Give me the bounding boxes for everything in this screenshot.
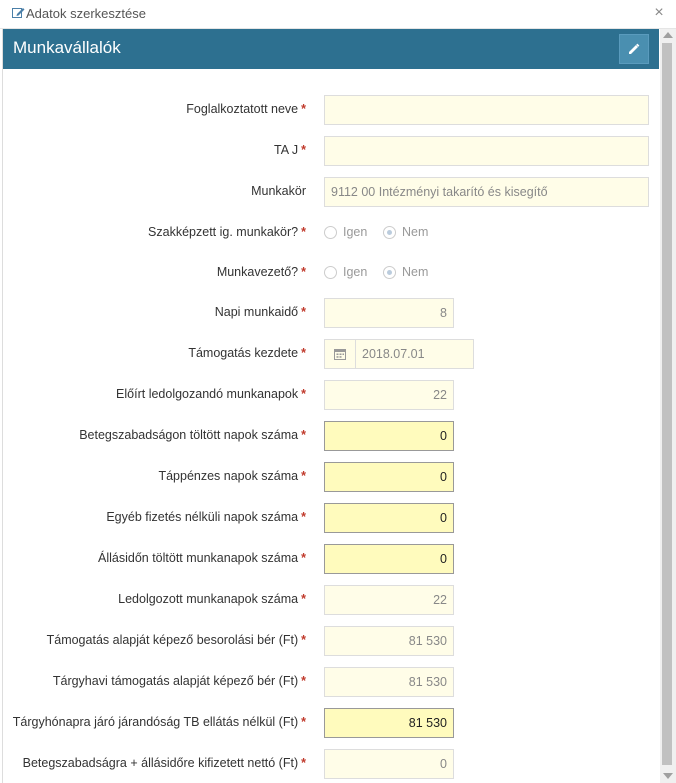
row-support-start: [3, 339, 659, 369]
scroll-down-icon[interactable]: [663, 773, 673, 779]
row-planned-days: [3, 380, 659, 410]
daily-hours-field[interactable]: 8: [324, 298, 454, 328]
net-paid-field[interactable]: 0: [324, 749, 454, 779]
row-month-due: [3, 708, 659, 738]
unpaid-days-field[interactable]: 0: [324, 503, 454, 533]
row-base-salary: [3, 626, 659, 656]
label-month-due: Tárgyhónapra járó járandóság TB ellátás nélkül (Ft) *: [12, 715, 306, 729]
row-sick-pay-days: [3, 462, 659, 492]
row-leader: [3, 258, 659, 288]
leader-yes-radio[interactable]: [324, 266, 337, 279]
standby-days-field[interactable]: 0: [324, 544, 454, 574]
vertical-scrollbar[interactable]: [660, 29, 676, 783]
month-base-field[interactable]: 81 530: [324, 667, 454, 697]
skilled-yes-radio[interactable]: [324, 226, 337, 239]
leader-no-label: Nem: [402, 265, 429, 279]
row-net-paid: [3, 749, 659, 779]
label-sick-pay-days: Táppénzes napok száma *: [158, 469, 306, 483]
base-salary-field[interactable]: 81 530: [324, 626, 454, 656]
panel-title: Munkavállalók: [13, 38, 121, 57]
label-name: Foglalkoztatott neve *: [186, 102, 306, 116]
label-leader: Munkavezető? *: [216, 265, 306, 279]
row-taj: [3, 136, 659, 166]
sick-leave-days-field[interactable]: 0: [324, 421, 454, 451]
scrollbar-thumb[interactable]: [662, 43, 672, 765]
name-field[interactable]: [324, 95, 649, 125]
edit-button[interactable]: [619, 34, 649, 64]
skilled-no-radio[interactable]: [383, 226, 396, 239]
worked-days-field[interactable]: 22: [324, 585, 454, 615]
skilled-yes-label: Igen: [343, 225, 368, 239]
leader-yes-label: Igen: [343, 265, 368, 279]
row-name: [3, 95, 659, 125]
row-job: [3, 177, 659, 207]
leader-no-radio[interactable]: [383, 266, 396, 279]
taj-field[interactable]: [324, 136, 649, 166]
row-standby-days: [3, 544, 659, 574]
dialog-title: Adatok szerkesztése: [26, 6, 146, 21]
row-daily-hours: [3, 298, 659, 328]
label-sick-leave-days: Betegszabadságon töltött napok száma *: [79, 428, 306, 442]
label-job: Munkakör: [251, 184, 306, 198]
label-support-start: Támogatás kezdete *: [188, 346, 306, 360]
job-field[interactable]: 9112 00 Intézményi takarító és kisegítő: [324, 177, 649, 207]
row-worked-days: [3, 585, 659, 615]
support-start-value: 2018.07.01: [362, 347, 425, 361]
row-unpaid-days: [3, 503, 659, 533]
dialog-titlebar: [0, 0, 676, 29]
close-icon[interactable]: ×: [654, 4, 664, 21]
edit-icon: [12, 6, 25, 19]
label-standby-days: Állásidőn töltött munkanapok száma *: [98, 551, 306, 565]
label-unpaid-days: Egyéb fizetés nélküli napok száma *: [106, 510, 306, 524]
row-month-base: [3, 667, 659, 697]
form-container: [2, 29, 659, 783]
scroll-up-icon[interactable]: [663, 32, 673, 38]
row-sick-leave-days: [3, 421, 659, 451]
skilled-no-label: Nem: [402, 225, 429, 239]
label-base-salary: Támogatás alapját képező besorolási bér (Ft) *: [46, 633, 306, 647]
month-due-field[interactable]: 81 530: [324, 708, 454, 738]
panel-header: [3, 29, 659, 69]
label-net-paid: Betegszabadságra + állásidőre kifizetett nettó (Ft) *: [22, 756, 306, 770]
planned-days-field[interactable]: 22: [324, 380, 454, 410]
pencil-icon: [628, 43, 640, 55]
label-planned-days: Előírt ledolgozandó munkanapok *: [116, 387, 306, 401]
label-skilled: Szakképzett ig. munkakör? *: [148, 225, 306, 239]
label-daily-hours: Napi munkaidő *: [214, 305, 306, 319]
label-taj: TA J *: [274, 143, 306, 157]
row-skilled: [3, 218, 659, 248]
sick-pay-days-field[interactable]: 0: [324, 462, 454, 492]
label-month-base: Tárgyhavi támogatás alapját képező bér (Ft) *: [52, 674, 306, 688]
support-start-field[interactable]: [324, 339, 474, 369]
calendar-icon[interactable]: [325, 340, 356, 368]
label-worked-days: Ledolgozott munkanapok száma *: [118, 592, 306, 606]
